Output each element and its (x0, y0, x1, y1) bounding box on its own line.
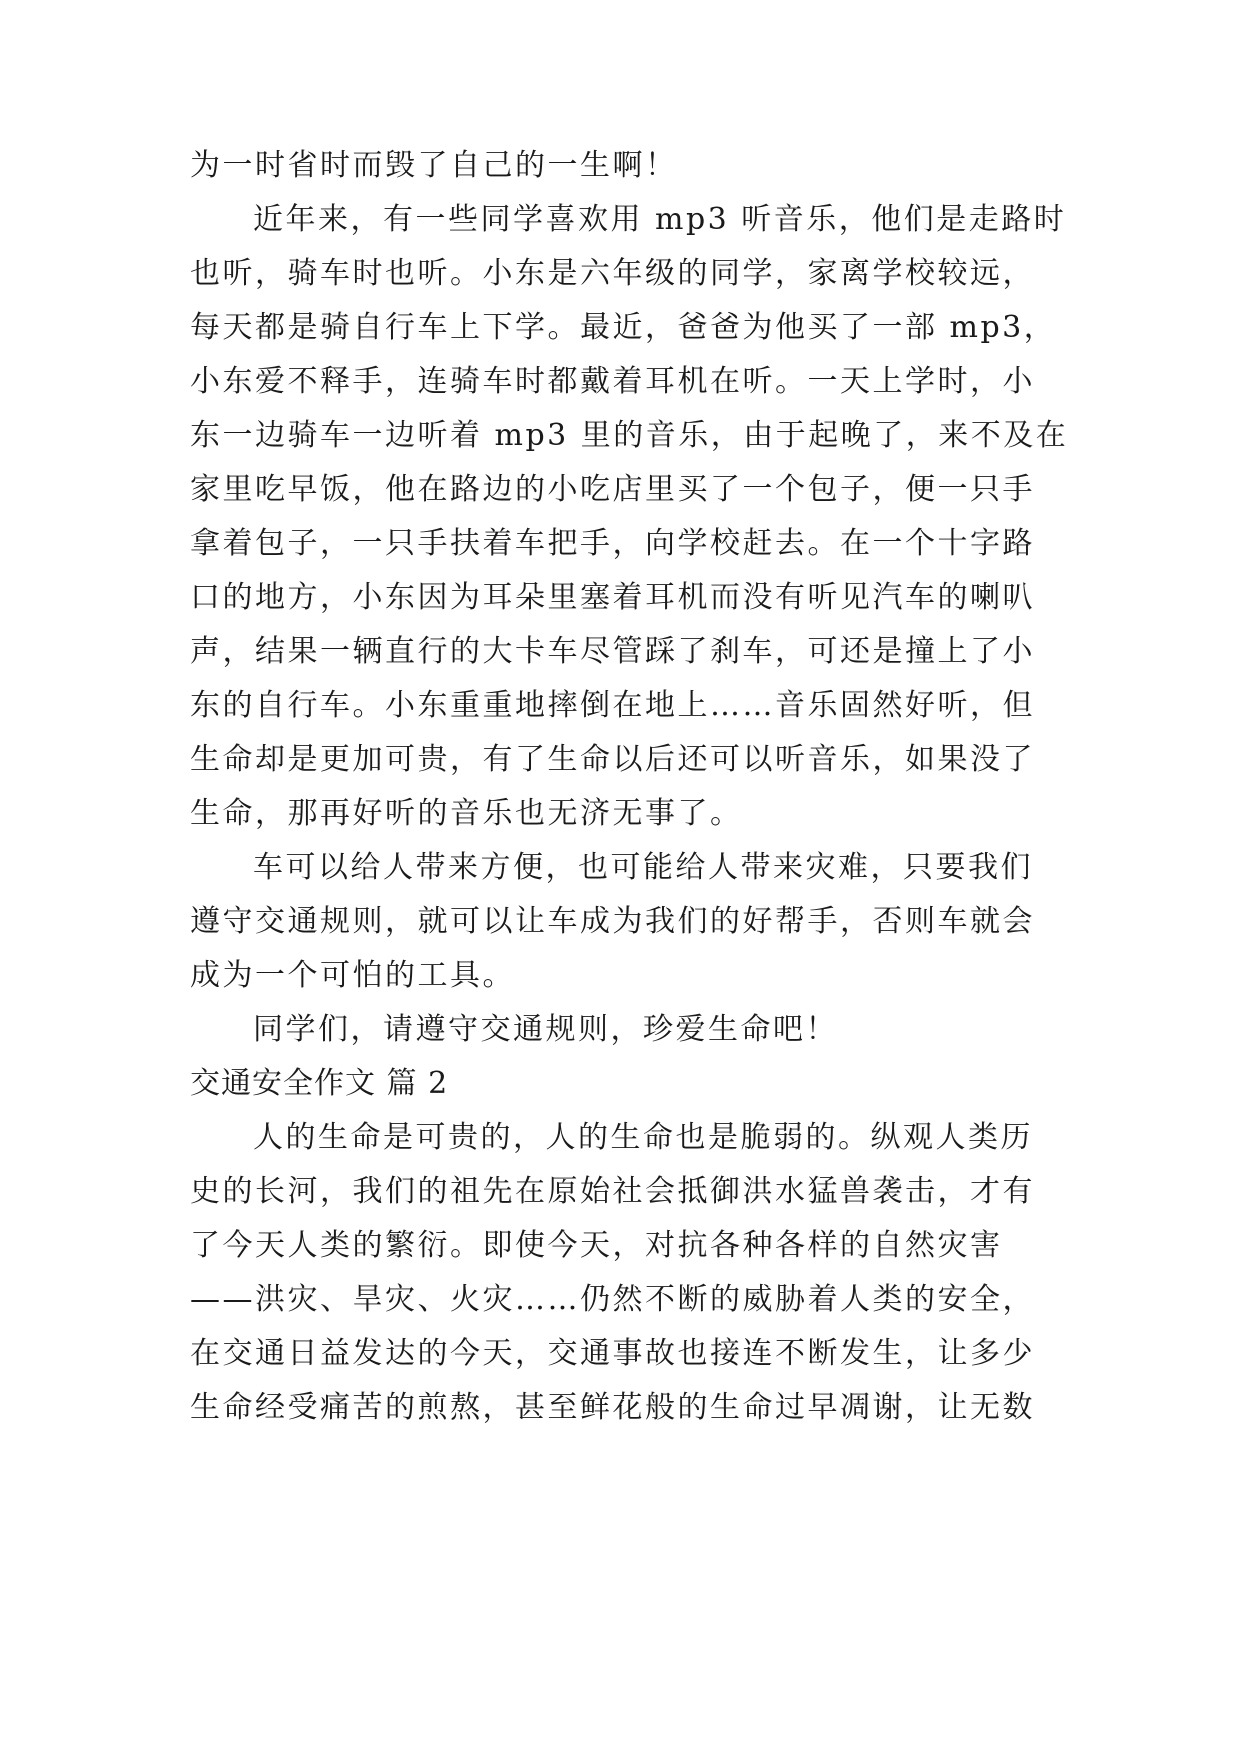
text-line: 了今天人类的繁衍。即使今天，对抗各种各样的自然灾害 (190, 1228, 1003, 1263)
paragraph-first-line: 同学们，请遵守交通规则，珍爱生命吧！ (253, 1012, 838, 1047)
text-line: 生命，那再好听的音乐也无济无事了。 (190, 796, 743, 831)
paragraph-first-line: 近年来，有一些同学喜欢用 mp3 听音乐，他们是走路时 (253, 202, 1067, 237)
text-line: 拿着包子，一只手扶着车把手，向学校赶去。在一个十字路 (190, 526, 1035, 561)
text-line: 生命经受痛苦的煎熬，甚至鲜花般的生命过早凋谢，让无数 (190, 1390, 1035, 1425)
text-line: 小东爱不释手，连骑车时都戴着耳机在听。一天上学时，小 (190, 364, 1035, 399)
text-line: 东的自行车。小东重重地摔倒在地上……音乐固然好听，但 (190, 688, 1035, 723)
text-line: 史的长河，我们的祖先在原始社会抵御洪水猛兽袭击，才有 (190, 1174, 1035, 1209)
text-line: 也听，骑车时也听。小东是六年级的同学，家离学校较远， (190, 256, 1035, 291)
text-line: 东一边骑车一边听着 mp3 里的音乐，由于起晚了，来不及在 (190, 418, 1069, 453)
text-line: ——洪灾、旱灾、火灾……仍然不断的威胁着人类的安全， (190, 1282, 1035, 1317)
text-line: 每天都是骑自行车上下学。最近，爸爸为他买了一部 mp3， (190, 310, 1057, 345)
text-line: 遵守交通规则，就可以让车成为我们的好帮手，否则车就会 (190, 904, 1035, 939)
text-line: 声，结果一辆直行的大卡车尽管踩了刹车，可还是撞上了小 (190, 634, 1035, 669)
text-line: 口的地方，小东因为耳朵里塞着耳机而没有听见汽车的喇叭 (190, 580, 1035, 615)
text-line: 成为一个可怕的工具。 (190, 958, 515, 993)
text-line: 为一时省时而毁了自己的一生啊！ (190, 148, 678, 183)
text-line: 在交通日益发达的今天，交通事故也接连不断发生，让多少 (190, 1336, 1035, 1371)
section-heading: 交通安全作文 篇 2 (190, 1066, 449, 1101)
text-line: 生命却是更加可贵，有了生命以后还可以听音乐，如果没了 (190, 742, 1035, 777)
text-line: 家里吃早饭，他在路边的小吃店里买了一个包子，便一只手 (190, 472, 1035, 507)
paragraph-first-line: 人的生命是可贵的，人的生命也是脆弱的。纵观人类历 (253, 1120, 1033, 1155)
paragraph-first-line: 车可以给人带来方便，也可能给人带来灾难，只要我们 (253, 850, 1033, 885)
